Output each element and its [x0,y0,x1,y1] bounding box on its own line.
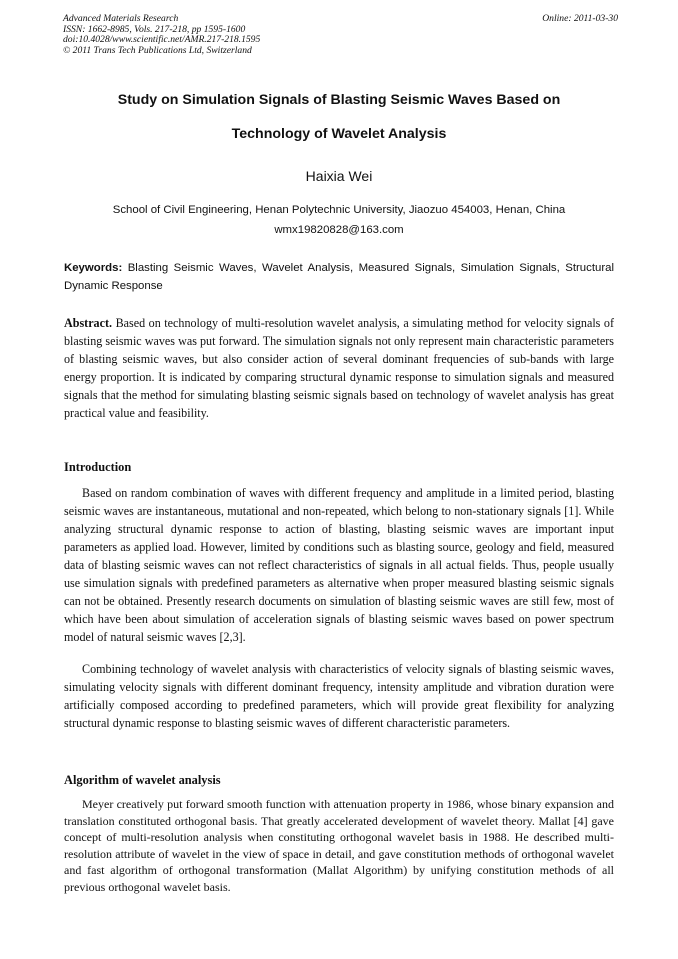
algorithm-paragraph-1: Meyer creatively put forward smooth function with attenuation property in 1986, whose binary expansion and translation constituted orthogonal basis. That greatly accelerated development of wavelet theory. Mallat [4] gave concept of multi-resolution analysis when constituting orthogonal wavelet basis in 1988. He described multi-resolution attribute of wavelet in the view of space in detail, and gave constitution methods of orthogonal wavelet and fast algorithm of orthogonal transformation (Mallat Algorithm) by unifying constitution methods of all previous orthogonal wavelet basis. [64,797,614,894]
algorithm-heading: Algorithm of wavelet analysis [64,773,221,787]
paper-title-line-1: Study on Simulation Signals of Blasting Seismic Waves Based on [117,92,561,108]
keywords-label: Keywords: [64,262,123,274]
author-name: Haixia Wei [305,168,373,184]
issn-line: ISSN: 1662-8985, Vols. 217-218, pp 1595-1600 [63,23,246,35]
introduction-paragraph-1: Based on random combination of waves with different frequency and amplitude in a limited period, blasting seismic waves are instantaneous, mutational and non-repeated, which belong to non-stationary signals [1]. While analyzing structural dynamic response to action of blasting, blasting seismic waves are important input parameters as applied load. However, limited by conditions such as blasting source, geology and field, measured data of blasting seismic waves can not reflect characteristics of signals in all actual fields. Thus, people usually use simulation signals with predefined parameters as alternative when proper measured blasting seismic signals can not be obtained. Presently research documents on simulation of blasting seismic waves are still few, most of which have been about simulation of acceleration signals of blasting seismic waves based on power spectrum model of natural seismic waves [2,3]. [64,486,614,644]
keywords-text: Blasting Seismic Waves, Wavelet Analysis, Measured Signals, Simulation Signals, Structural Dynamic Response [64,262,614,292]
online-date: Online: 2011-03-30 [542,13,618,24]
keywords [64,259,614,295]
abstract-text: Based on technology of multi-resolution wavelet analysis, a simulating method for velocity signals of blasting seismic waves was put forward. The simulation signals not only represent main characteristic parameters of blasting seismic waves, but also consider action of several dominant frequencies of sub-bands with large energy proportion. It is indicated by comparing structural dynamic response to simulation signals and measured signals that the method for simulating blasting seismic signals based on technology of wavelet analysis has great practical value and feasibility. [64,316,614,420]
abstract-label: Abstract. [64,316,113,330]
introduction-paragraph-2: Combining technology of wavelet analysis with characteristics of velocity signals of blasting seismic waves, simulating velocity signals with different dominant frequency, intensity amplitude and vibration duration were artificially composed according to predefined parameters, which will provide great flexibility for analyzing structural dynamic response to blasting seismic waves of different characteristic parameters. [64,662,614,730]
author-affiliation: School of Civil Engineering, Henan Polytechnic University, Jiaozuo 454003, Henan, China [112,204,566,216]
abstract [64,314,614,422]
copyright-line: © 2011 Trans Tech Publications Ltd, Switzerland [63,44,252,56]
paper-title-line-2: Technology of Wavelet Analysis [231,126,447,142]
journal-name: Advanced Materials Research [63,13,179,24]
author-email: wmx19820828@163.com [274,224,404,236]
introduction-heading: Introduction [64,460,132,474]
doi-line: doi:10.4028/www.scientific.net/AMR.217-218.1595 [63,34,261,46]
publication-header [63,14,618,56]
